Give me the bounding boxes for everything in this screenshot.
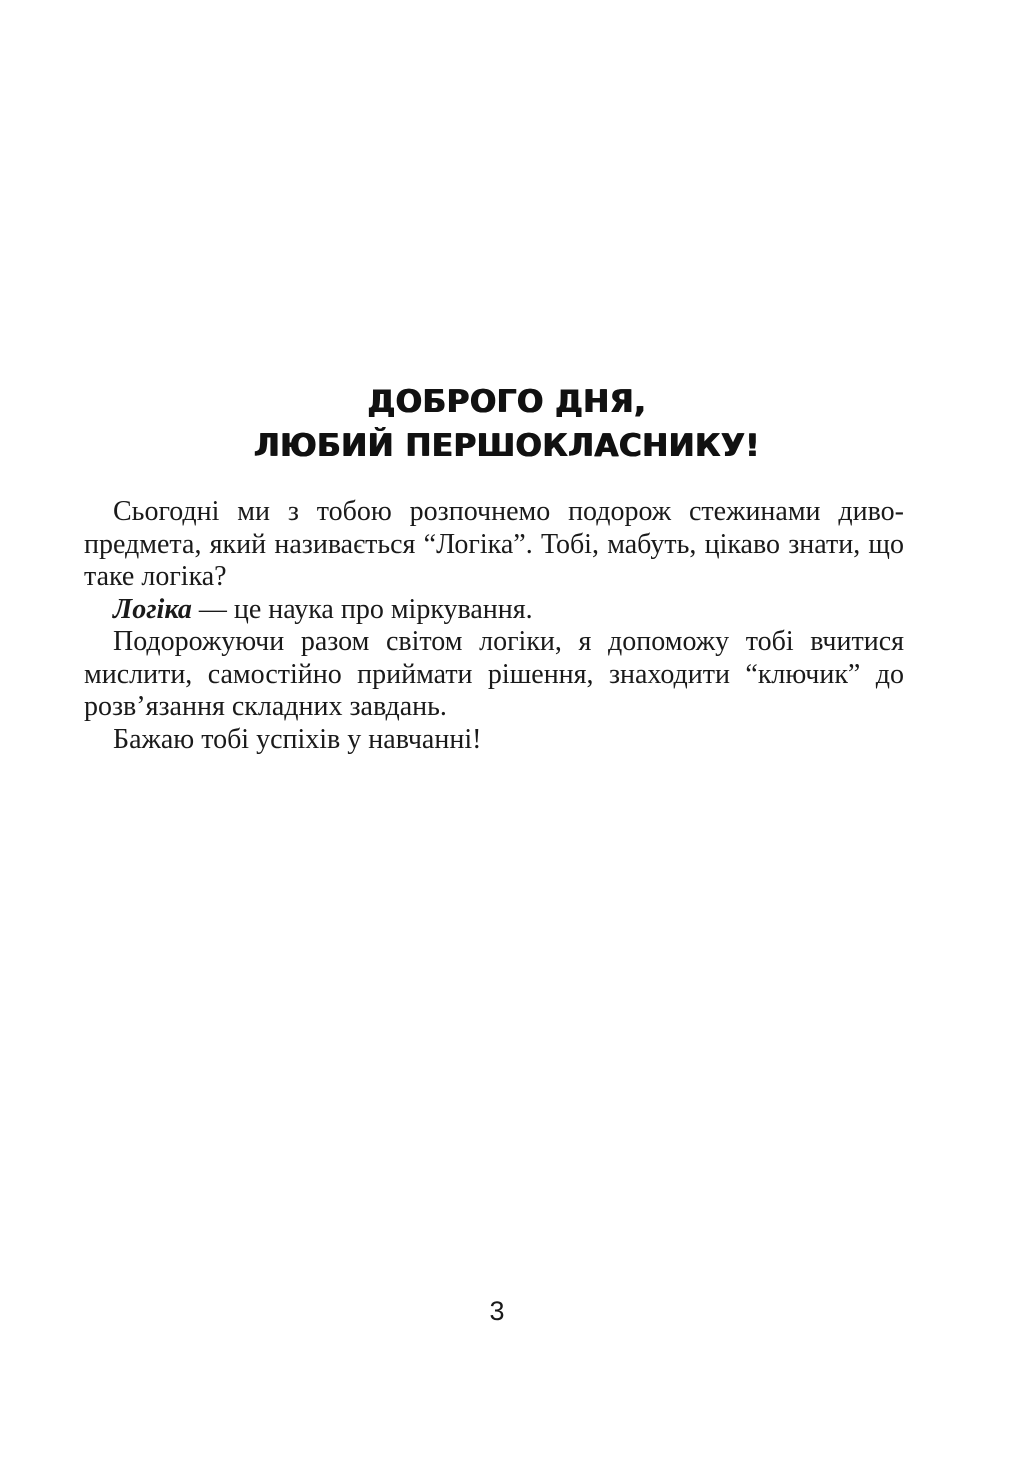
title-line-1: ДОБРОГО ДНЯ,	[367, 384, 647, 420]
intro-text	[84, 496, 904, 756]
paragraph-wish: Бажаю тобі успіхів у навчанні!	[113, 723, 482, 755]
defined-term: Логіка	[113, 593, 192, 625]
paragraph-definition	[84, 594, 904, 627]
definition-text: — це наука про міркування.	[191, 593, 533, 625]
paragraph-intro: Сьогодні ми з тобою розпочнемо подорож стежинами диво-предмета, який називається “Логіка”. Тобі, мабуть, цікаво знати, що таке логіка?	[84, 496, 904, 592]
title-line-2: ЛЮБИЙ ПЕРШОКЛАСНИКУ!	[253, 428, 761, 464]
paragraph-journey: Подорожуючи разом світом логіки, я допоможу тобі вчитися мислити, самостійно приймати рішення, знаходити “ключик” до розв’язання складних завдань.	[84, 626, 904, 722]
page-title	[0, 380, 1014, 468]
page-number: 3	[489, 1296, 505, 1326]
